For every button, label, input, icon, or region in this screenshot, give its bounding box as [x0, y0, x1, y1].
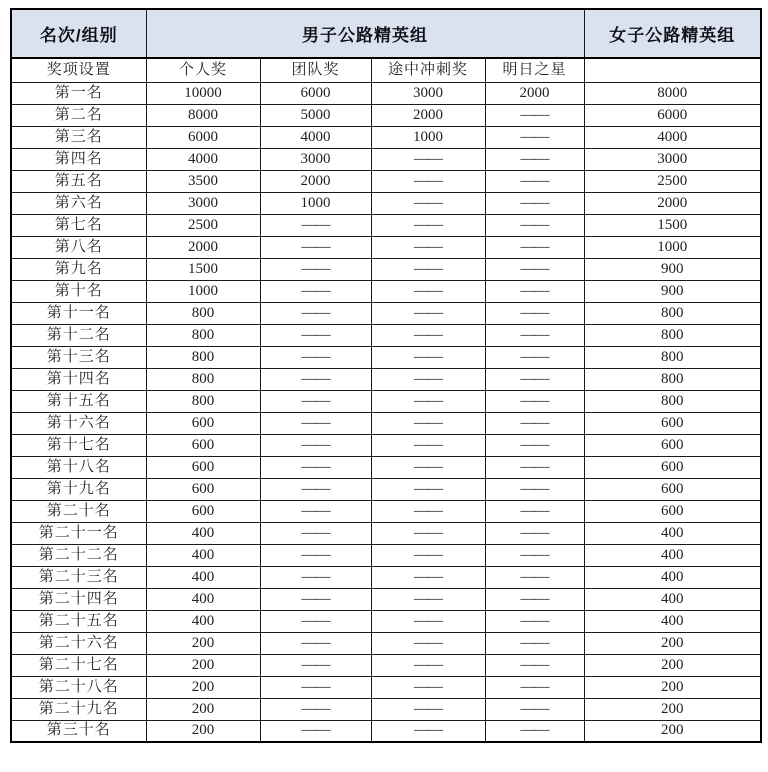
sprint-award-cell: ——: [371, 346, 485, 368]
table-row: [11, 632, 761, 654]
individual-award-cell: 400: [146, 588, 260, 610]
subheader-sprint-award: 途中冲刺奖: [371, 58, 485, 82]
star-award-cell: ——: [485, 456, 584, 478]
table-row: [11, 192, 761, 214]
team-award-cell: ——: [260, 258, 371, 280]
individual-award-cell: 2000: [146, 236, 260, 258]
table-row: [11, 390, 761, 412]
rank-cell: 第六名: [11, 192, 146, 214]
star-award-cell: ——: [485, 214, 584, 236]
table-row: [11, 346, 761, 368]
table-row: [11, 214, 761, 236]
team-award-cell: ——: [260, 610, 371, 632]
table-row: [11, 126, 761, 148]
rank-cell: 第二十七名: [11, 654, 146, 676]
table-row: [11, 434, 761, 456]
prize-table-body: [11, 82, 761, 742]
table-row: [11, 500, 761, 522]
individual-award-cell: 400: [146, 610, 260, 632]
team-award-cell: 4000: [260, 126, 371, 148]
sprint-award-cell: ——: [371, 456, 485, 478]
team-award-cell: ——: [260, 478, 371, 500]
rank-cell: 第十四名: [11, 368, 146, 390]
rank-cell: 第二十三名: [11, 566, 146, 588]
star-award-cell: ——: [485, 566, 584, 588]
team-award-cell: ——: [260, 214, 371, 236]
sprint-award-cell: ——: [371, 544, 485, 566]
sprint-award-cell: ——: [371, 676, 485, 698]
individual-award-cell: 2500: [146, 214, 260, 236]
prize-table: [10, 8, 762, 743]
rank-cell: 第十七名: [11, 434, 146, 456]
sprint-award-cell: ——: [371, 170, 485, 192]
sprint-award-cell: ——: [371, 148, 485, 170]
star-award-cell: ——: [485, 126, 584, 148]
star-award-cell: ——: [485, 104, 584, 126]
individual-award-cell: 400: [146, 544, 260, 566]
table-row: [11, 258, 761, 280]
individual-award-cell: 800: [146, 302, 260, 324]
star-award-cell: ——: [485, 258, 584, 280]
team-award-cell: ——: [260, 434, 371, 456]
star-award-cell: ——: [485, 500, 584, 522]
individual-award-cell: 600: [146, 456, 260, 478]
individual-award-cell: 1500: [146, 258, 260, 280]
team-award-cell: ——: [260, 698, 371, 720]
rank-cell: 第二名: [11, 104, 146, 126]
star-award-cell: ——: [485, 412, 584, 434]
star-award-cell: ——: [485, 654, 584, 676]
individual-award-cell: 200: [146, 654, 260, 676]
sprint-award-cell: ——: [371, 368, 485, 390]
star-award-cell: ——: [485, 610, 584, 632]
star-award-cell: ——: [485, 390, 584, 412]
subheader-women-blank: [584, 58, 761, 82]
sprint-award-cell: ——: [371, 302, 485, 324]
women-award-cell: 400: [584, 610, 761, 632]
rank-cell: 第八名: [11, 236, 146, 258]
individual-award-cell: 1000: [146, 280, 260, 302]
individual-award-cell: 600: [146, 500, 260, 522]
rank-cell: 第七名: [11, 214, 146, 236]
women-award-cell: 1000: [584, 236, 761, 258]
table-row: [11, 698, 761, 720]
women-award-cell: 2000: [584, 192, 761, 214]
sprint-award-cell: ——: [371, 698, 485, 720]
rank-cell: 第二十六名: [11, 632, 146, 654]
individual-award-cell: 800: [146, 390, 260, 412]
rank-cell: 第二十名: [11, 500, 146, 522]
sprint-award-cell: ——: [371, 192, 485, 214]
women-award-cell: 900: [584, 258, 761, 280]
sprint-award-cell: ——: [371, 412, 485, 434]
rank-cell: 第二十四名: [11, 588, 146, 610]
individual-award-cell: 4000: [146, 148, 260, 170]
rank-cell: 第二十二名: [11, 544, 146, 566]
rank-cell: 第四名: [11, 148, 146, 170]
table-row: [11, 522, 761, 544]
team-award-cell: ——: [260, 566, 371, 588]
sprint-award-cell: ——: [371, 280, 485, 302]
star-award-cell: ——: [485, 148, 584, 170]
star-award-cell: ——: [485, 302, 584, 324]
sprint-award-cell: ——: [371, 258, 485, 280]
sprint-award-cell: ——: [371, 654, 485, 676]
individual-award-cell: 3000: [146, 192, 260, 214]
star-award-cell: ——: [485, 632, 584, 654]
star-award-cell: ——: [485, 346, 584, 368]
rank-cell: 第十三名: [11, 346, 146, 368]
women-award-cell: 1500: [584, 214, 761, 236]
star-award-cell: ——: [485, 170, 584, 192]
table-row: [11, 544, 761, 566]
team-award-cell: ——: [260, 236, 371, 258]
women-award-cell: 4000: [584, 126, 761, 148]
star-award-cell: ——: [485, 192, 584, 214]
star-award-cell: ——: [485, 434, 584, 456]
team-award-cell: ——: [260, 676, 371, 698]
star-award-cell: ——: [485, 676, 584, 698]
sprint-award-cell: ——: [371, 720, 485, 742]
individual-award-cell: 200: [146, 632, 260, 654]
team-award-cell: ——: [260, 720, 371, 742]
rank-cell: 第三十名: [11, 720, 146, 742]
rank-cell: 第二十九名: [11, 698, 146, 720]
table-row: [11, 170, 761, 192]
women-award-cell: 200: [584, 698, 761, 720]
women-award-cell: 600: [584, 434, 761, 456]
subheader-star-award: 明日之星: [485, 58, 584, 82]
sprint-award-cell: ——: [371, 610, 485, 632]
table-row: [11, 302, 761, 324]
star-award-cell: ——: [485, 368, 584, 390]
header-men-group: 男子公路精英组: [146, 9, 584, 58]
women-award-cell: 600: [584, 412, 761, 434]
rank-cell: 第五名: [11, 170, 146, 192]
individual-award-cell: 800: [146, 324, 260, 346]
team-award-cell: 3000: [260, 148, 371, 170]
rank-cell: 第二十一名: [11, 522, 146, 544]
women-award-cell: 800: [584, 324, 761, 346]
individual-award-cell: 600: [146, 412, 260, 434]
sprint-award-cell: ——: [371, 500, 485, 522]
star-award-cell: ——: [485, 280, 584, 302]
individual-award-cell: 800: [146, 346, 260, 368]
women-award-cell: 200: [584, 654, 761, 676]
women-award-cell: 3000: [584, 148, 761, 170]
table-row: [11, 412, 761, 434]
star-award-cell: 2000: [485, 82, 584, 104]
team-award-cell: ——: [260, 302, 371, 324]
team-award-cell: ——: [260, 654, 371, 676]
sprint-award-cell: ——: [371, 214, 485, 236]
table-row: [11, 720, 761, 742]
women-award-cell: 400: [584, 588, 761, 610]
sprint-award-cell: ——: [371, 324, 485, 346]
table-row: [11, 588, 761, 610]
individual-award-cell: 600: [146, 478, 260, 500]
rank-cell: 第十二名: [11, 324, 146, 346]
table-row: [11, 82, 761, 104]
subheader-row-label: 奖项设置: [11, 58, 146, 82]
star-award-cell: ——: [485, 478, 584, 500]
table-row: [11, 456, 761, 478]
women-award-cell: 800: [584, 302, 761, 324]
table-subheader-row: [11, 58, 761, 82]
women-award-cell: 600: [584, 478, 761, 500]
rank-cell: 第三名: [11, 126, 146, 148]
team-award-cell: ——: [260, 412, 371, 434]
table-row: [11, 280, 761, 302]
star-award-cell: ——: [485, 544, 584, 566]
table-row: [11, 566, 761, 588]
table-row: [11, 610, 761, 632]
sprint-award-cell: ——: [371, 478, 485, 500]
star-award-cell: ——: [485, 522, 584, 544]
header-rank-group: 名次/组别: [11, 9, 146, 58]
star-award-cell: ——: [485, 588, 584, 610]
team-award-cell: ——: [260, 456, 371, 478]
star-award-cell: ——: [485, 720, 584, 742]
rank-cell: 第九名: [11, 258, 146, 280]
team-award-cell: ——: [260, 346, 371, 368]
table-row: [11, 104, 761, 126]
team-award-cell: ——: [260, 280, 371, 302]
women-award-cell: 2500: [584, 170, 761, 192]
sprint-award-cell: ——: [371, 236, 485, 258]
sprint-award-cell: 3000: [371, 82, 485, 104]
star-award-cell: ——: [485, 698, 584, 720]
table-header-row: [11, 9, 761, 58]
table-row: [11, 148, 761, 170]
team-award-cell: ——: [260, 324, 371, 346]
women-award-cell: 200: [584, 676, 761, 698]
sprint-award-cell: 2000: [371, 104, 485, 126]
team-award-cell: ——: [260, 588, 371, 610]
sprint-award-cell: ——: [371, 566, 485, 588]
individual-award-cell: 6000: [146, 126, 260, 148]
rank-cell: 第一名: [11, 82, 146, 104]
individual-award-cell: 10000: [146, 82, 260, 104]
table-row: [11, 236, 761, 258]
star-award-cell: ——: [485, 236, 584, 258]
women-award-cell: 6000: [584, 104, 761, 126]
team-award-cell: 6000: [260, 82, 371, 104]
sprint-award-cell: ——: [371, 390, 485, 412]
women-award-cell: 400: [584, 544, 761, 566]
women-award-cell: 900: [584, 280, 761, 302]
subheader-team-award: 团队奖: [260, 58, 371, 82]
team-award-cell: ——: [260, 632, 371, 654]
rank-cell: 第十名: [11, 280, 146, 302]
women-award-cell: 400: [584, 566, 761, 588]
team-award-cell: ——: [260, 368, 371, 390]
table-row: [11, 324, 761, 346]
table-row: [11, 676, 761, 698]
women-award-cell: 600: [584, 500, 761, 522]
women-award-cell: 400: [584, 522, 761, 544]
team-award-cell: ——: [260, 390, 371, 412]
team-award-cell: ——: [260, 500, 371, 522]
women-award-cell: 800: [584, 390, 761, 412]
individual-award-cell: 200: [146, 676, 260, 698]
individual-award-cell: 3500: [146, 170, 260, 192]
header-women-group: 女子公路精英组: [584, 9, 761, 58]
subheader-individual-award: 个人奖: [146, 58, 260, 82]
women-award-cell: 600: [584, 456, 761, 478]
rank-cell: 第十一名: [11, 302, 146, 324]
women-award-cell: 800: [584, 368, 761, 390]
table-row: [11, 368, 761, 390]
women-award-cell: 800: [584, 346, 761, 368]
women-award-cell: 8000: [584, 82, 761, 104]
individual-award-cell: 200: [146, 720, 260, 742]
team-award-cell: 2000: [260, 170, 371, 192]
sprint-award-cell: ——: [371, 434, 485, 456]
team-award-cell: ——: [260, 522, 371, 544]
rank-cell: 第十八名: [11, 456, 146, 478]
individual-award-cell: 200: [146, 698, 260, 720]
table-row: [11, 478, 761, 500]
women-award-cell: 200: [584, 720, 761, 742]
rank-cell: 第十九名: [11, 478, 146, 500]
individual-award-cell: 600: [146, 434, 260, 456]
individual-award-cell: 400: [146, 566, 260, 588]
table-row: [11, 654, 761, 676]
team-award-cell: ——: [260, 544, 371, 566]
sprint-award-cell: 1000: [371, 126, 485, 148]
rank-cell: 第十六名: [11, 412, 146, 434]
team-award-cell: 1000: [260, 192, 371, 214]
rank-cell: 第二十八名: [11, 676, 146, 698]
rank-cell: 第十五名: [11, 390, 146, 412]
sprint-award-cell: ——: [371, 632, 485, 654]
individual-award-cell: 400: [146, 522, 260, 544]
women-award-cell: 200: [584, 632, 761, 654]
star-award-cell: ——: [485, 324, 584, 346]
team-award-cell: 5000: [260, 104, 371, 126]
individual-award-cell: 8000: [146, 104, 260, 126]
individual-award-cell: 800: [146, 368, 260, 390]
sprint-award-cell: ——: [371, 588, 485, 610]
rank-cell: 第二十五名: [11, 610, 146, 632]
sprint-award-cell: ——: [371, 522, 485, 544]
